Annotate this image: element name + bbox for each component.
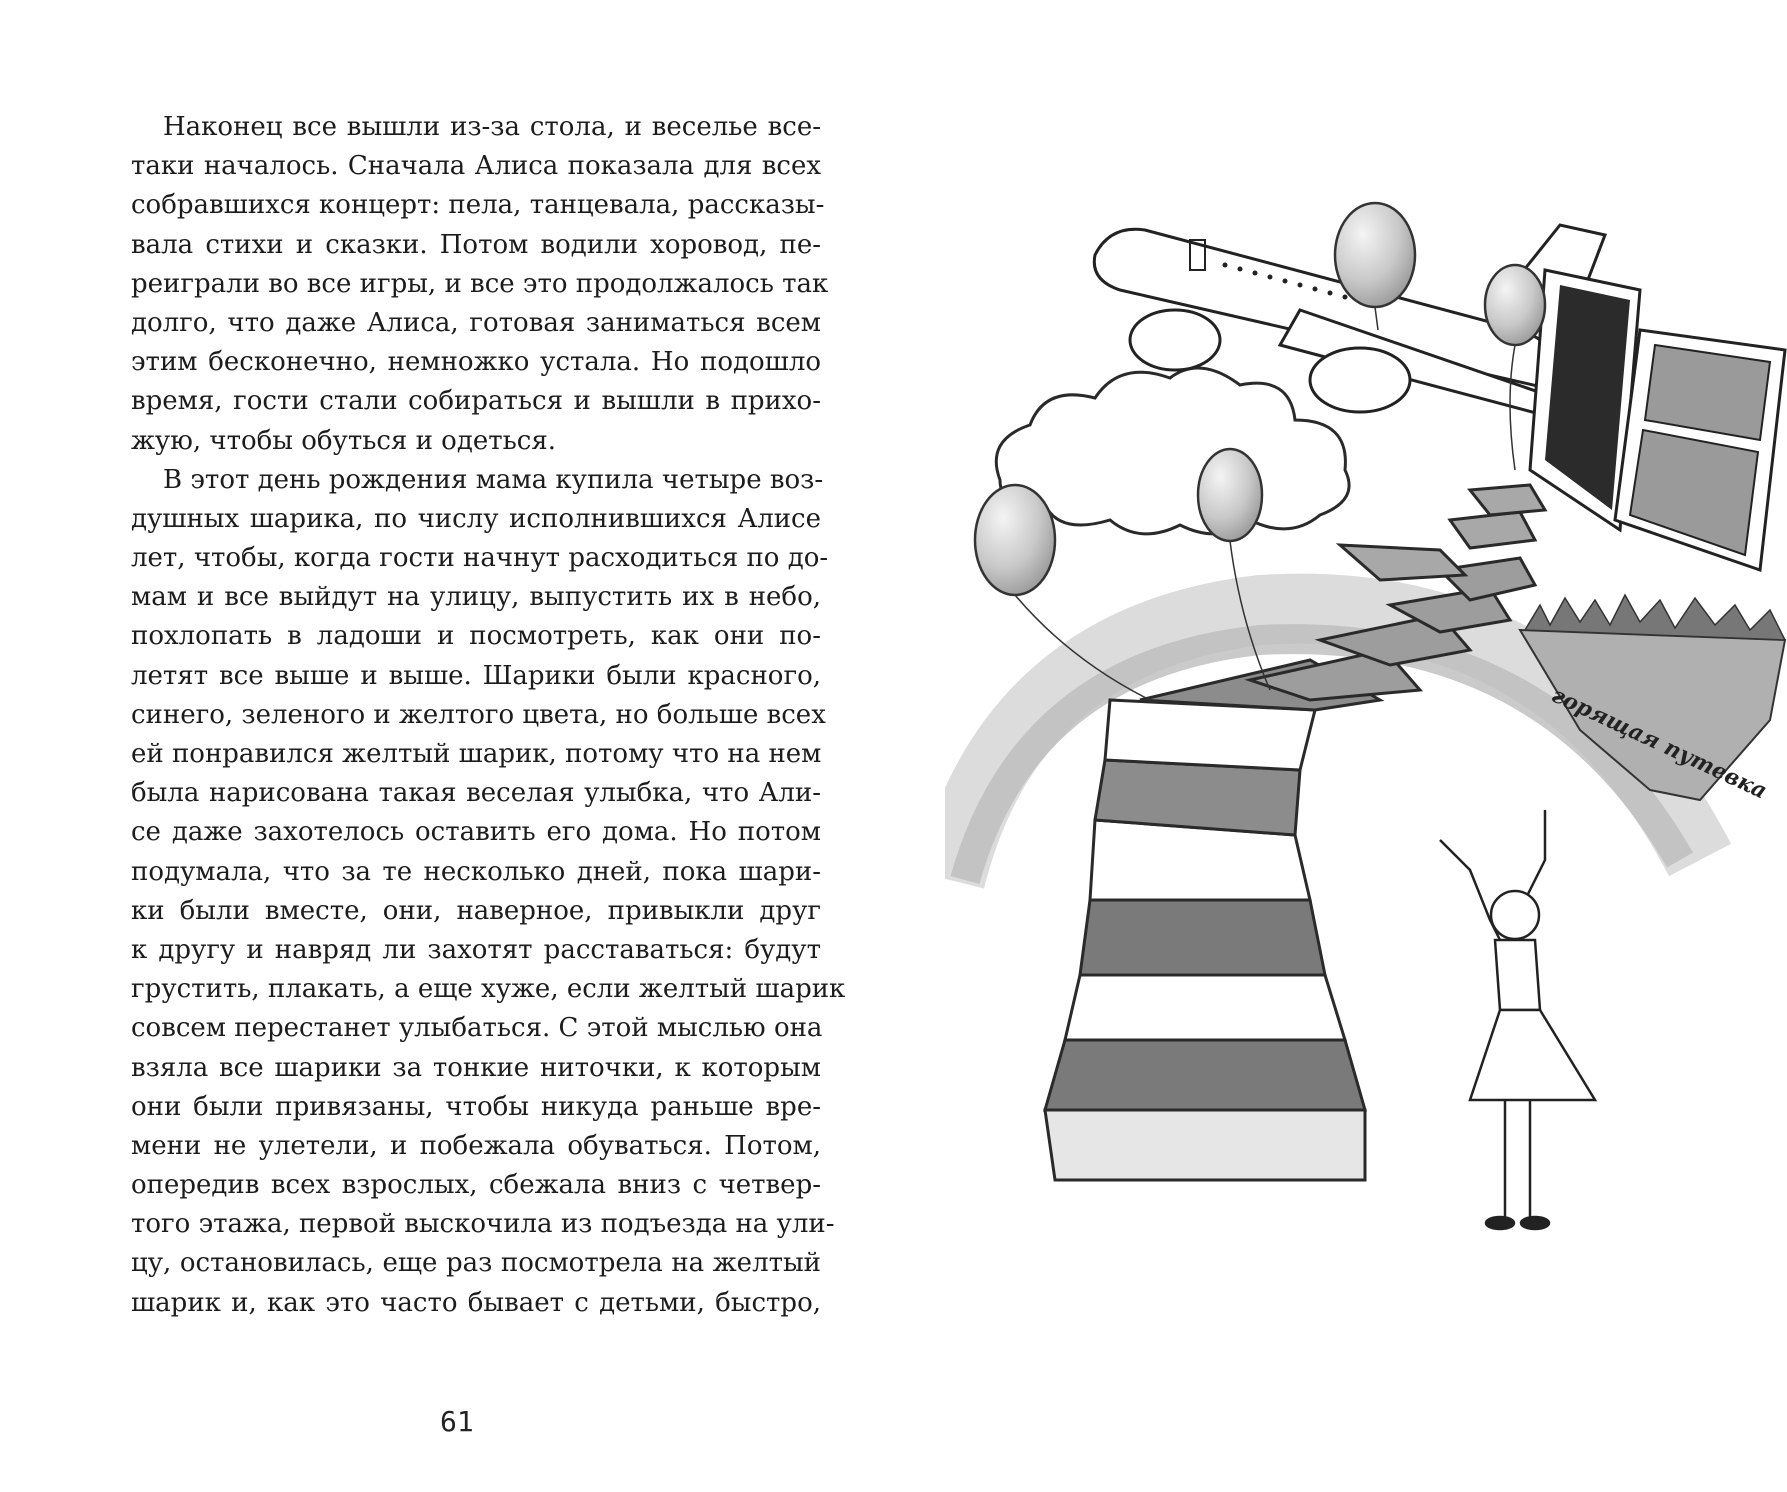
- text-column: [131, 108, 846, 1323]
- text-line: душных шарика, по числу исполнившихся Алисе: [131, 503, 821, 534]
- text-line: совсем перестанет улыбаться. С этой мыслью она: [131, 1013, 823, 1044]
- door: [1530, 270, 1785, 570]
- text-line: реиграли во все игры, и все это продолжалось так: [131, 268, 829, 299]
- text-line: цу, остановилась, еще раз посмотрела на желтый: [131, 1248, 821, 1279]
- text-line: грустить, плакать, а еще хуже, если желтый шарик: [131, 974, 846, 1005]
- text-line: се даже захотелось оставить его дома. Но потом: [131, 817, 821, 848]
- handwritten-label: горящая путевка: [1547, 681, 1771, 805]
- text-line: мени не улетели, и побежала обуваться. Потом,: [131, 1130, 821, 1161]
- text-line: долго, что даже Алиса, готовая заниматься всем: [131, 307, 821, 338]
- illustration: [945, 195, 1787, 1240]
- text-line: они были привязаны, чтобы никуда раньше вре-: [131, 1091, 821, 1122]
- text-line: мам и все выйдут на улицу, выпустить их в небо,: [131, 582, 821, 613]
- text-line: летят все выше и выше. Шарики были красного,: [131, 660, 821, 691]
- text-line: опередив всех взрослых, сбежала вниз с четвер-: [131, 1170, 821, 1201]
- text-line: шарик и, как это часто бывает с детьми, быстро,: [131, 1287, 821, 1318]
- text-line: Наконец все вышли из-за стола, и веселье все-: [163, 112, 821, 142]
- text-line: жую, чтобы обуться и одеться.: [131, 425, 557, 456]
- text-line: подумала, что за те несколько дней, пока шари-: [131, 856, 821, 887]
- text-line: синего, зеленого и желтого цвета, но больше всех: [131, 699, 826, 730]
- text-line: этим бесконечно, немножко устала. Но подошло: [131, 347, 821, 378]
- text-line: В этот день рождения мама купила четыре воз-: [163, 464, 824, 495]
- text-line: собравшихся концерт: пела, танцевала, рассказы-: [131, 190, 825, 221]
- text-line: того этажа, первой выскочила из подъезда на ули-: [131, 1209, 835, 1240]
- text-line: была нарисована такая веселая улыбка, что Али-: [131, 778, 821, 809]
- text-line: таки началось. Сначала Алиса показала для всех: [131, 151, 821, 182]
- text-line: лет, чтобы, когда гости начнут расходиться по до-: [131, 543, 829, 574]
- text-line: ки были вместе, они, наверное, привыкли друг: [131, 895, 821, 926]
- text-line: время, гости стали собираться и вышли в прихо-: [131, 386, 821, 417]
- text-line: к другу и навряд ли захотят расставаться: будут: [131, 934, 821, 965]
- text-line: вала стихи и сказки. Потом водили хоровод, пе-: [131, 229, 821, 260]
- text-line: похлопать в ладоши и посмотреть, как они по-: [131, 621, 821, 652]
- text-line: ей понравился желтый шарик, потому что на нем: [131, 739, 822, 769]
- girl-figure: [1440, 810, 1595, 1229]
- page-number: 61: [440, 1405, 474, 1438]
- text-line: взяла все шарики за тонкие ниточки, к которым: [131, 1052, 821, 1083]
- paragraph-2: [131, 461, 846, 1323]
- paragraph-1: [131, 108, 829, 461]
